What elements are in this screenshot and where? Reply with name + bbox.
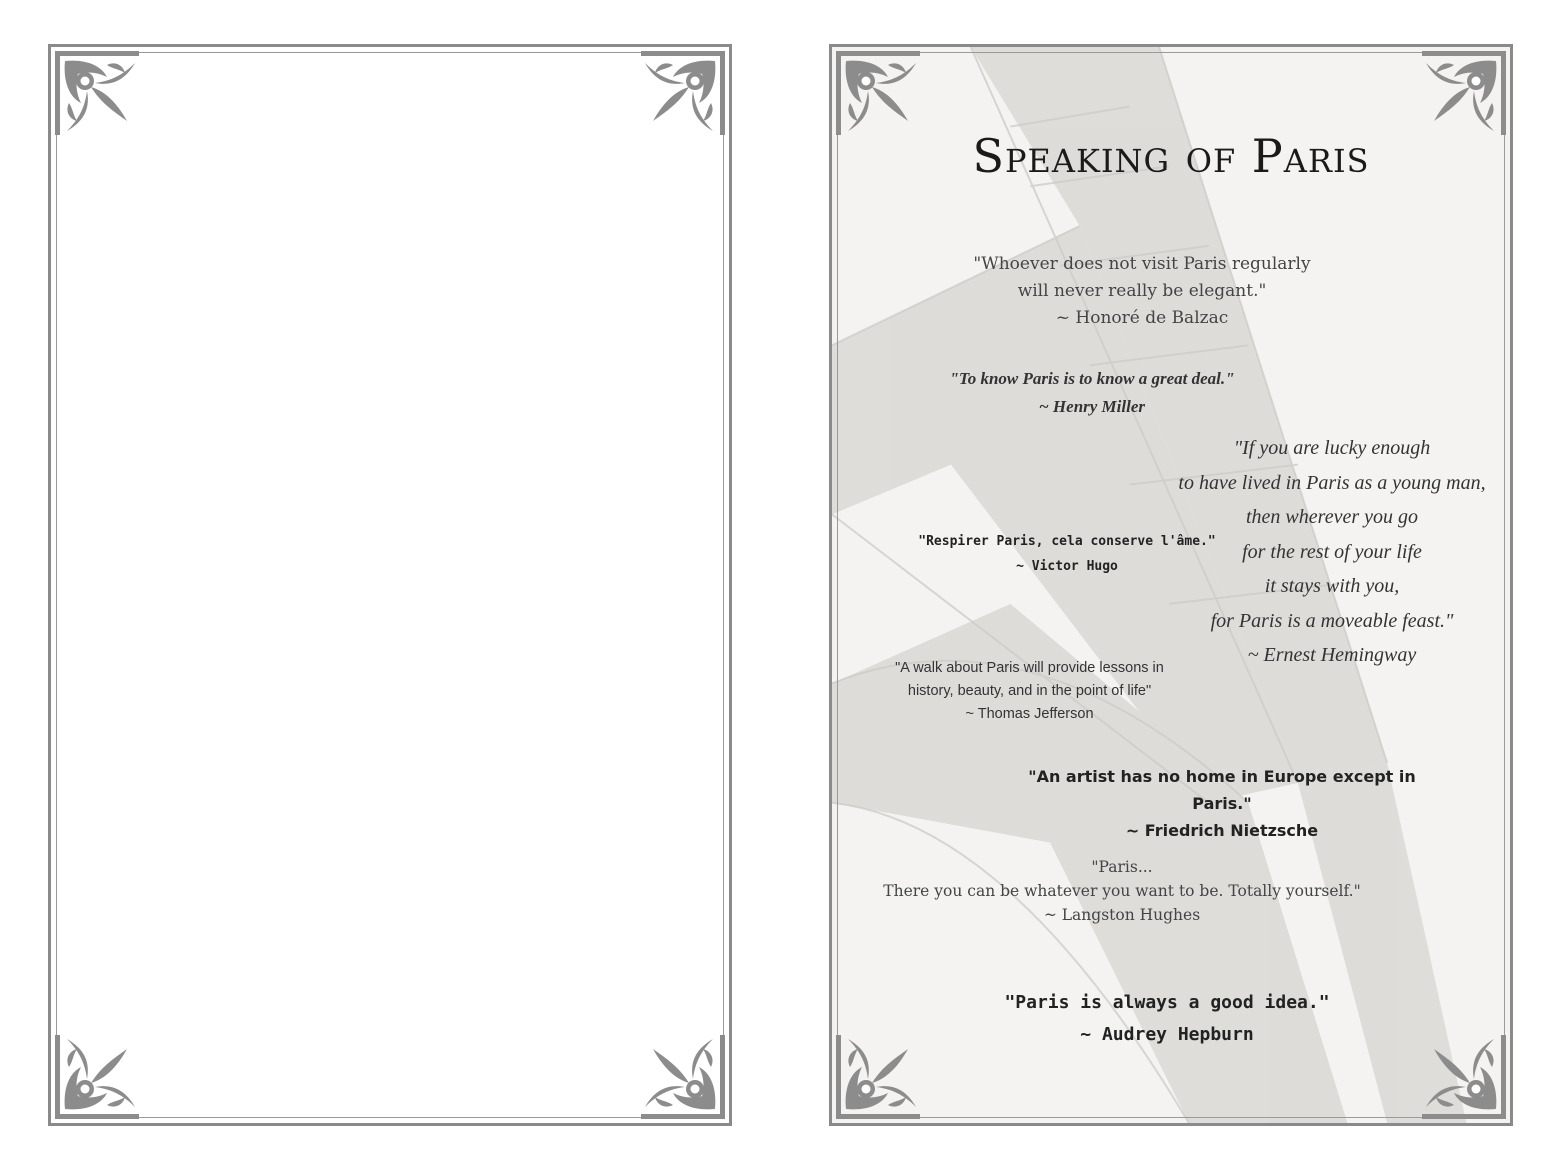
fleur-de-lis-corner-icon <box>55 1035 139 1119</box>
quote-jefferson: "A walk about Paris will provide lessons in history, beauty, and in the point of life" ~ Thomas Jefferson <box>895 660 1164 722</box>
fleur-de-lis-corner-icon <box>641 51 725 135</box>
fleur-de-lis-corner-icon <box>1422 1035 1506 1119</box>
fleur-de-lis-corner-icon <box>1422 51 1506 135</box>
quote-balzac: "Whoever does not visit Paris regularly will never really be elegant." ~ Honoré de Balzac <box>973 254 1311 328</box>
quote-miller: "To know Paris is to know a great deal." ~ Henry Miller <box>949 369 1235 416</box>
fleur-de-lis-corner-icon <box>641 1035 725 1119</box>
left-page <box>48 44 732 1126</box>
fleur-de-lis-corner-icon <box>836 51 920 135</box>
fleur-de-lis-corner-icon <box>836 1035 920 1119</box>
quote-nietzsche: "An artist has no home in Europe except in Paris." ~ Friedrich Nietzsche <box>1028 767 1416 840</box>
fleur-de-lis-corner-icon <box>55 51 139 135</box>
page-title: Speaking of Paris <box>972 129 1370 183</box>
right-page <box>829 44 1513 1126</box>
quote-hemingway: "If you are lucky enough to have lived in Paris as a young man, then wherever you go for the rest of your life it stays with you, for Paris is a moveable feast." ~ Ernest Hemingway <box>1178 437 1486 666</box>
inner-border <box>56 52 724 1118</box>
quote-hepburn: "Paris is always a good idea." ~ Audrey Hepburn <box>1004 992 1330 1045</box>
quote-hughes: "Paris... There you can be whatever you want to be. Totally yourself." ~ Langston Hughes <box>883 858 1361 924</box>
quote-hugo: "Respirer Paris, cela conserve l'âme." ~ Victor Hugo <box>918 534 1216 574</box>
